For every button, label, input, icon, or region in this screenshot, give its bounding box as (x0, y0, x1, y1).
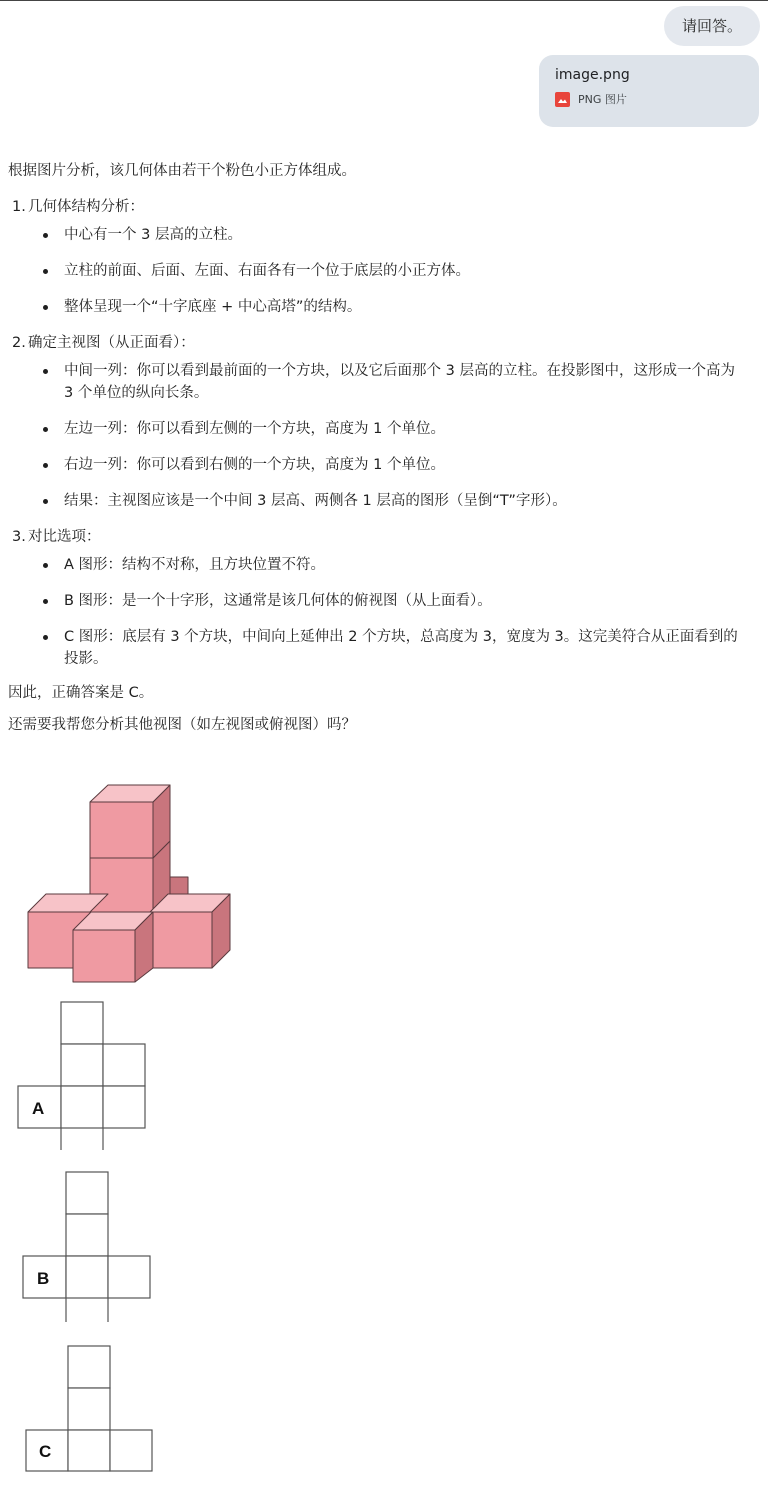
list-item: 结果：主视图应该是一个中间 3 层高、两侧各 1 层高的图形（呈倒“T”字形）。 (8, 490, 748, 512)
option-c-label: C (39, 1442, 52, 1461)
bullet-dot (43, 635, 48, 640)
option-b-figure (23, 1172, 150, 1322)
response-followup: 还需要我帮您分析其他视图（如左视图或俯视图）吗？ (8, 717, 356, 733)
grid-square (61, 1044, 103, 1086)
grid-square (110, 1430, 152, 1471)
section-title: 对比选项： (28, 529, 101, 545)
response-conclusion: 因此，正确答案是 C。 (8, 685, 154, 701)
section-number: 3. (12, 529, 26, 545)
list-item: 左边一列：你可以看到左侧的一个方块，高度为 1 个单位。 (8, 418, 748, 440)
bullet-dot (43, 233, 48, 238)
list-item: 右边一列：你可以看到右侧的一个方块，高度为 1 个单位。 (8, 454, 748, 476)
option-a-figure (18, 1002, 145, 1150)
image-icon (555, 92, 570, 107)
grid-square (66, 1214, 108, 1256)
section-number: 2. (12, 335, 26, 351)
response-intro: 根据图片分析，该几何体由若干个粉色小正方体组成。 (8, 163, 356, 179)
cube-face (150, 912, 212, 968)
bullet-dot (43, 369, 48, 374)
bullet-dot (43, 463, 48, 468)
cube-face (73, 930, 135, 982)
list-item: C 图形：底层有 3 个方块，中间向上延伸出 2 个方块，总高度为 3，宽度为 3。这完美符合从正面看到的投影。 (8, 626, 748, 670)
list-item: 立柱的前面、后面、左面、右面各有一个位于底层的小正方体。 (8, 260, 748, 282)
grid-square (103, 1086, 145, 1128)
cube-face (90, 802, 153, 858)
figure-canvas (0, 780, 768, 1495)
bullet-dot (43, 563, 48, 568)
cube-face (90, 858, 153, 914)
list-item: A 图形：结构不对称，且方块位置不符。 (8, 554, 748, 576)
grid-square (68, 1430, 110, 1471)
section-compare-options-bullets (8, 554, 748, 670)
grid-square (68, 1388, 110, 1430)
attachment-card[interactable] (539, 55, 759, 127)
section-title: 几何体结构分析： (28, 199, 144, 215)
list-item: B 图形：是一个十字形，这通常是该几何体的俯视图（从上面看）。 (8, 590, 748, 612)
grid-square (108, 1256, 150, 1298)
top-divider (0, 0, 768, 1)
bullet-dot (43, 599, 48, 604)
problem-figure (0, 780, 768, 1495)
bullet-dot (43, 427, 48, 432)
section-front-view (8, 332, 748, 354)
section-structure (8, 196, 748, 218)
option-a-label: A (32, 1099, 45, 1118)
list-item: 中间一列：你可以看到最前面的一个方块，以及它后面那个 3 层高的立柱。在投影图中，这形成一个高为 3 个单位的纵向长条。 (8, 360, 748, 404)
bullet-dot (43, 499, 48, 504)
list-item: 中心有一个 3 层高的立柱。 (8, 224, 748, 246)
section-number: 1. (12, 199, 26, 215)
section-front-view-bullets (8, 360, 748, 512)
bullet-dot (43, 305, 48, 310)
grid-square (66, 1256, 108, 1298)
section-title: 确定主视图（从正面看）： (28, 335, 195, 351)
bullet-dot (43, 269, 48, 274)
grid-square (103, 1044, 145, 1086)
option-b-label: B (37, 1269, 50, 1288)
attachment-file-name: image.png (555, 67, 630, 83)
section-structure-bullets (8, 224, 748, 318)
grid-square (61, 1086, 103, 1128)
grid-square (66, 1172, 108, 1214)
user-message-bubble: 请回答。 (664, 6, 760, 46)
assistant-response (8, 160, 748, 736)
grid-square (68, 1346, 110, 1388)
cube-stack-drawing (28, 785, 230, 982)
list-item: 整体呈现一个“十字底座 + 中心高塔”的结构。 (8, 296, 748, 318)
section-compare-options (8, 526, 748, 548)
attachment-file-type: PNG 图片 (578, 93, 627, 106)
grid-square (61, 1002, 103, 1044)
